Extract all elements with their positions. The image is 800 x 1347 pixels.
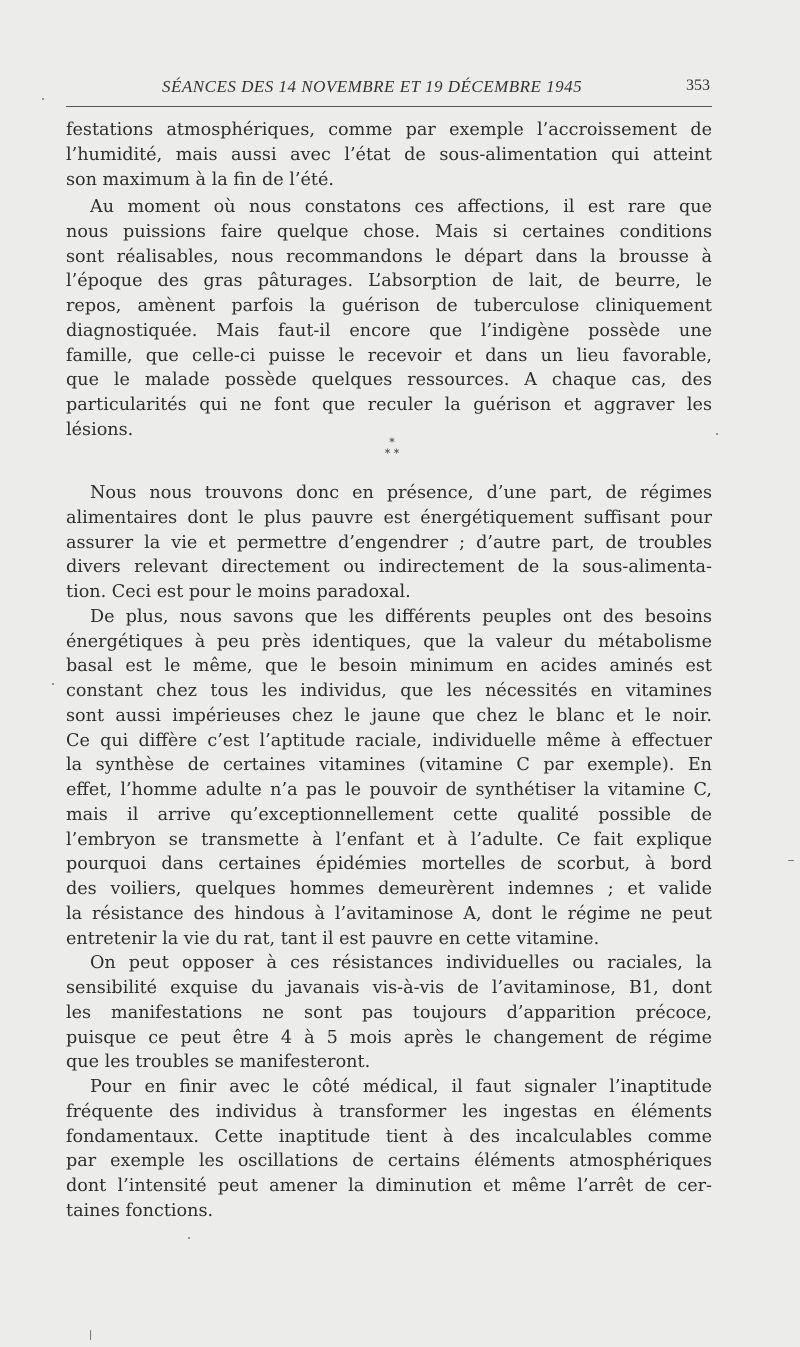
text-line: Nous nous trouvons donc en présence, d’une part, de régimes — [90, 483, 712, 503]
text-line: Au moment où nous constatons ces affections, il est rare que — [90, 197, 712, 217]
text-line: la synthèse de certaines vitamines (vitamine C par exemple). En — [66, 755, 712, 776]
scan-speck — [188, 1237, 190, 1239]
text-line: fondamentaux. Cette inaptitude tient à des incalculables comme — [66, 1126, 712, 1147]
text-line: des voiliers, quelques hommes demeurèrent indemnes ; et valide — [66, 879, 712, 899]
text-line: dont l’intensité peut amener la diminution et même l’arrêt de cer- — [66, 1176, 712, 1196]
text-line: constant chez tous les individus, que les nécessités en vitamines — [66, 681, 712, 701]
text-line: sont réalisables, nous recommandons le départ dans la brousse à — [66, 246, 712, 267]
text-line: effet, l’homme adulte n’a pas le pouvoir de synthétiser la vitamine C, — [66, 780, 712, 800]
text-line: particularités qui ne font que reculer la guérison et aggraver les — [66, 395, 712, 415]
asterism-top: * — [389, 436, 395, 449]
text-line: l’embryon se transmette à l’enfant et à l’adulte. Ce fait explique — [66, 829, 712, 850]
text-line: Pour en finir avec le côté médical, il faut signaler l’inaptitude — [90, 1077, 712, 1097]
page-header — [66, 76, 712, 106]
text-line: sont aussi impérieuses chez le jaune que chez le blanc et le noir. — [66, 705, 712, 726]
text-line: diagnostiquée. Mais faut-il encore que l’indigène possède une — [66, 320, 712, 341]
text-line: sensibilité exquise du javanais vis-à-vis de l’avitaminose, B1, dont — [66, 978, 712, 998]
scan-speck — [788, 860, 794, 861]
text-line: taines fonctions. — [66, 1200, 214, 1221]
asterism-bottom: * * — [384, 447, 400, 460]
text-line: l’époque des gras pâturages. L’absorption de lait, de beurre, le — [66, 271, 712, 292]
running-head: SÉANCES DES 14 NOVEMBRE ET 19 DÉCEMBRE 1945 — [162, 77, 583, 96]
text-line: entretenir la vie du rat, tant il est pauvre en cette vitamine. — [66, 928, 600, 949]
text-line: famille, que celle-ci puisse le recevoir et dans un lieu favorable, — [66, 345, 712, 366]
text-line: Ce qui diffère c’est l’aptitude raciale, individuelle même à effectuer — [66, 730, 712, 751]
scan-speck — [52, 683, 54, 685]
text-line: On peut opposer à ces résistances individuelles ou raciales, la — [90, 953, 712, 974]
text-line: repos, amènent parfois la guérison de tuberculose cliniquement — [66, 296, 712, 316]
text-line: alimentaires dont le plus pauvre est énergétiquement suffisant pour — [66, 507, 712, 528]
text-line: puisque ce peut être 4 à 5 mois après le changement de régime — [66, 1027, 712, 1048]
text-line: fréquente des individus à transformer les ingestas en éléments — [66, 1101, 712, 1122]
text-line: son maximum à la fin de l’été. — [66, 169, 334, 190]
text-line: que le malade possède quelques ressources. A chaque cas, des — [66, 370, 712, 391]
scan-speck — [716, 433, 718, 435]
text-line: tion. Ceci est pour le moins paradoxal. — [66, 582, 411, 602]
text-line: pourquoi dans certaines épidémies mortelles de scorbut, à bord — [66, 854, 712, 875]
page-number: 353 — [686, 77, 710, 94]
text-line: De plus, nous savons que les différents peuples ont des besoins — [90, 606, 712, 627]
text-line: l’humidité, mais aussi avec l’état de sous-alimentation qui atteint — [66, 144, 712, 165]
text-line: basal est le même, que le besoin minimum en acides aminés est — [66, 656, 712, 677]
text-line: énergétiques à peu près identiques, que la valeur du métabolisme — [66, 631, 712, 652]
text-line: assurer la vie et permettre d’engendrer ; d’autre part, de troubles — [66, 532, 712, 553]
scan-speck — [42, 98, 44, 100]
paragraph-affections — [66, 195, 712, 443]
text-line: par exemple les oscillations de certains éléments atmosphériques — [66, 1151, 712, 1172]
text-line: mais il arrive qu’exceptionnellement cette qualité possible de — [66, 804, 712, 825]
text-line: la résistance des hindous à l’avitaminose A, dont le régime ne peut — [66, 903, 712, 924]
text-line: festations atmosphériques, comme par exemple l’accroissement de — [66, 120, 712, 140]
scan-speck — [90, 1330, 91, 1340]
paragraph-continuation — [66, 118, 712, 192]
text-line: nous puissions faire quelque chose. Mais si certaines conditions — [66, 221, 712, 242]
text-line: les manifestations ne sont pas toujours d’apparition précoce, — [66, 1002, 712, 1023]
text-line: que les troubles se manifesteront. — [66, 1052, 371, 1073]
paragraph-main — [66, 481, 712, 1224]
header-rule — [66, 106, 712, 107]
text-line: lésions. — [66, 419, 134, 440]
text-line: divers relevant directement ou indirectement de la sous-alimenta- — [66, 557, 712, 578]
asterism-separator — [372, 437, 412, 459]
